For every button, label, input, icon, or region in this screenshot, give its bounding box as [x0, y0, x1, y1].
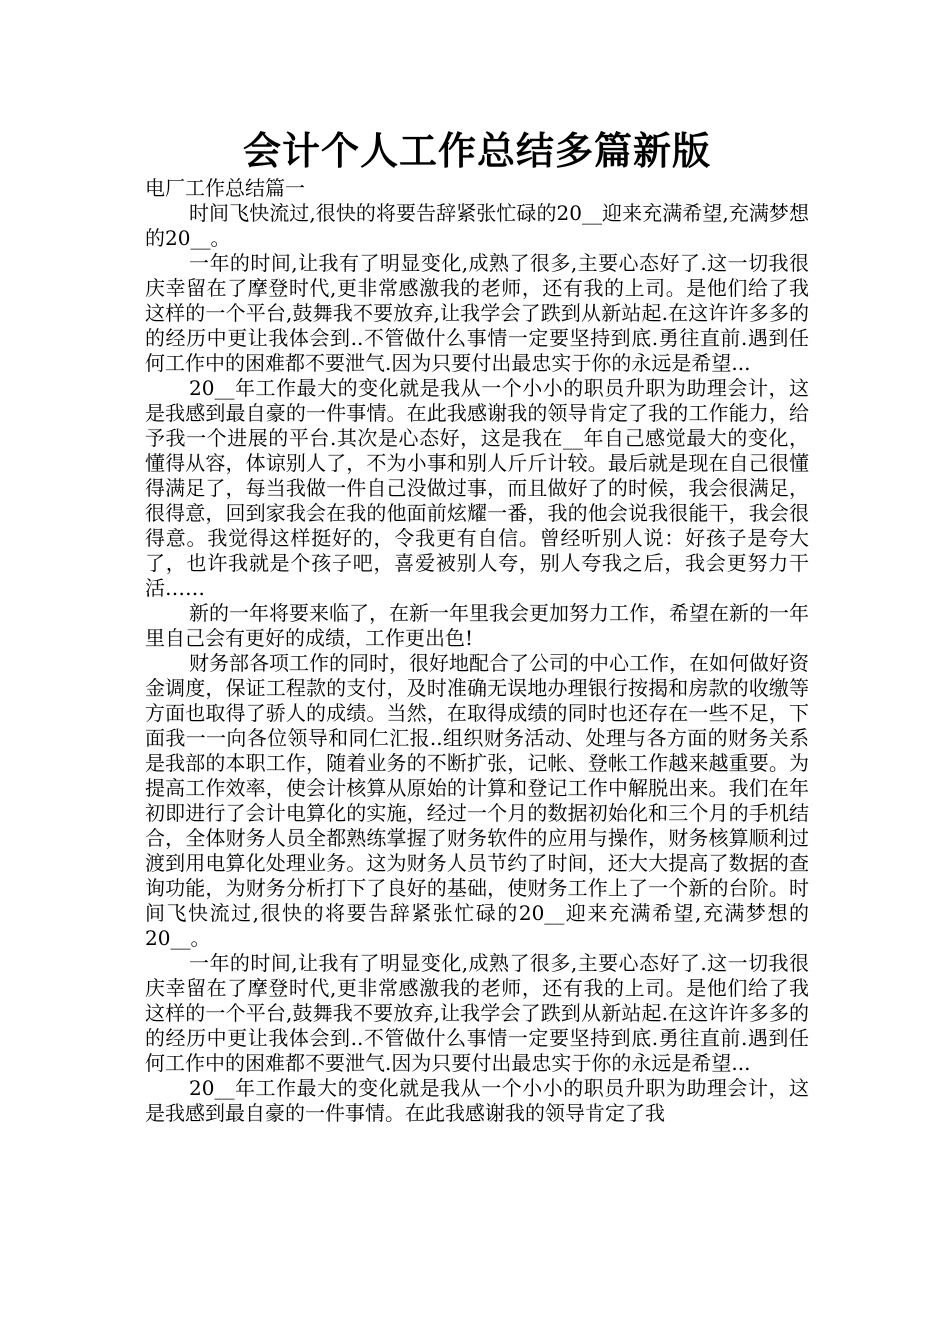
paragraph-6: 一年的时间,让我有了明显变化,成熟了很多,主要心态好了.这一切我很庆幸留在了摩登时代,更非常感激我的老师，还有我的上司。是他们给了我这样的一个平台,鼓舞我不要放弃,让我学会了跌到从新站起.在这许许多多的的经历中更让我体会到..不管做什么事情一定要坚持到底.勇往直前.遇到任何工作中的困难都不要泄气.因为只要付出最忠实于你的永远是希望... — [145, 951, 809, 1075]
document-page — [145, 126, 809, 1126]
paragraph-2: 一年的时间,让我有了明显变化,成熟了很多,主要心态好了.这一切我很庆幸留在了摩登时代,更非常感激我的老师，还有我的上司。是他们给了我这样的一个平台,鼓舞我不要放弃,让我学会了跌到从新站起.在这许许多多的的经历中更让我体会到..不管做什么事情一定要坚持到底.勇往直前.遇到任何工作中的困难都不要泄气.因为只要付出最忠实于你的永远是希望... — [145, 251, 809, 375]
paragraph-1: 时间飞快流过,很快的将要告辞紧张忙碌的20__迎来充满希望,充满梦想的20__。 — [145, 201, 809, 250]
section-title: 电厂工作总结篇一 — [145, 176, 305, 200]
paragraph-5: 财务部各项工作的同时，很好地配合了公司的中心工作，在如何做好资金调度，保证工程款的支付，及时准确无误地办理银行按揭和房款的收缴等方面也取得了骄人的成绩。当然，在取得成绩的同时也还存在一些不足，下面我一一向各位领导和同仁汇报..组织财务活动、处理与各方面的财务关系是我部的本职工作，随着业务的不断扩张，记帐、登帐工作越来越重要。为提高工作效率，使会计核算从原始的计算和登记工作中解脱出来。我们在年初即进行了会计电算化的实施，经过一个月的数据初始化和三个月的手机结合，全体财务人员全都熟练掌握了财务软件的应用与操作，财务核算顺利过渡到用电算化处理业务。这为财务人员节约了时间，还大大提高了数据的查询功能，为财务分析打下了良好的基础，使财务工作上了一个新的台阶。时间飞快流过,很快的将要告辞紧张忙碌的20__迎来充满希望,充满梦想的20__。 — [145, 651, 809, 950]
document-title: 会计个人工作总结多篇新版 — [242, 128, 711, 173]
paragraph-4: 新的一年将要来临了，在新一年里我会更加努力工作，希望在新的一年里自己会有更好的成绩，工作更出色! — [145, 601, 809, 650]
paragraph-7: 20__年工作最大的变化就是我从一个小小的职员升职为助理会计，这是我感到最自豪的一件事情。在此我感谢我的领导肯定了我 — [145, 1076, 809, 1125]
paragraph-3: 20__年工作最大的变化就是我从一个小小的职员升职为助理会计，这是我感到最自豪的一件事情。在此我感谢我的领导肯定了我的工作能力，给予我一个进展的平台.其次是心态好，这是我在__年自己感觉最大的变化，懂得从容，体谅别人了，不为小事和别人斤斤计较。最后就是现在自己很懂得满足了，每当我做一件自己没做过事，而且做好了的时候，我会很满足，很得意，回到家我会在我的他面前炫耀一番，我的他会说我很能干，我会很得意。我觉得这样挺好的，令我更有自信。曾经听别人说：好孩子是夸大了，也许我就是个孩子吧，喜爱被别人夸，别人夸我之后，我会更努力干活…… — [145, 376, 809, 600]
